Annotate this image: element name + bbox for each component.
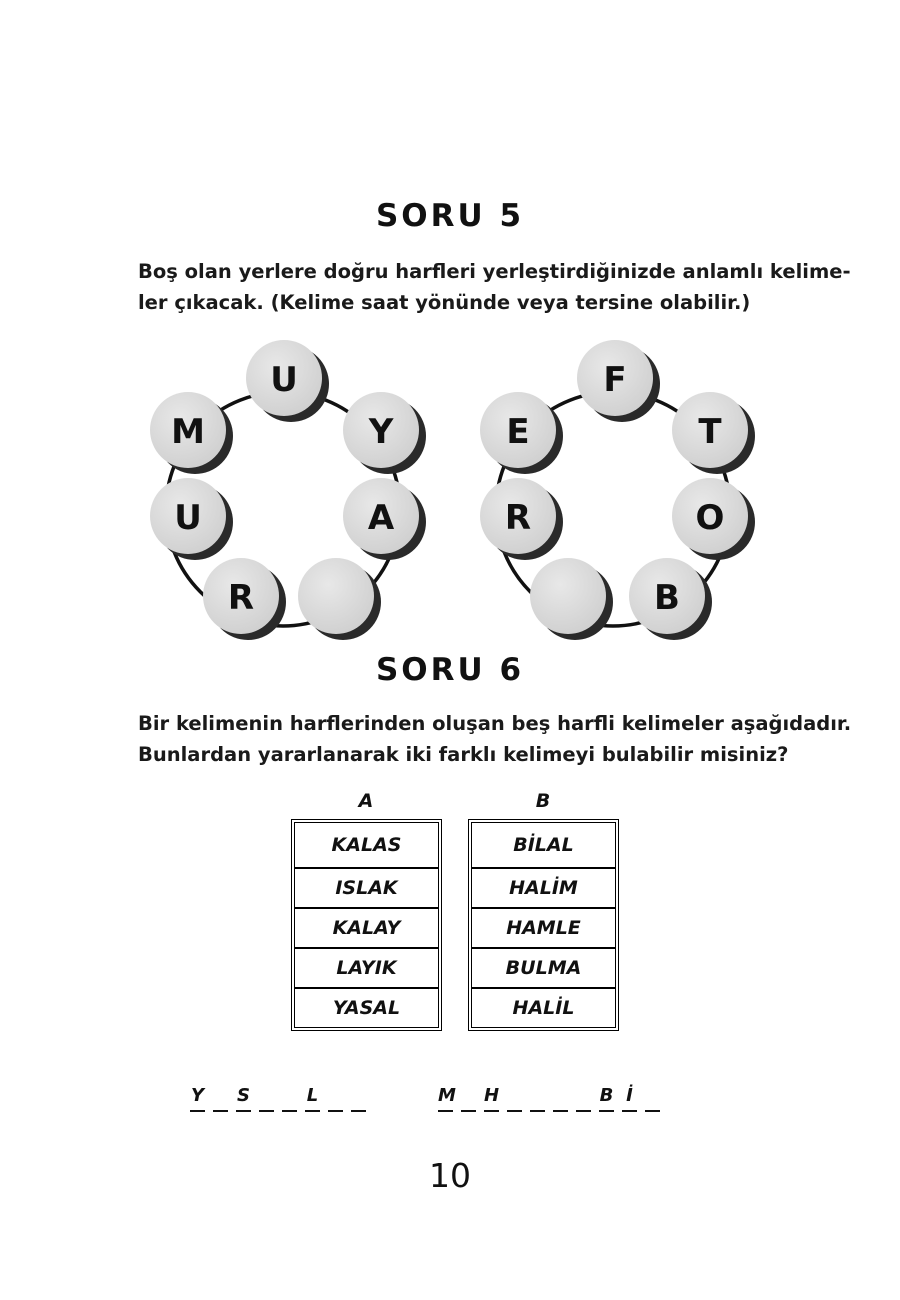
- column-a-word: LAYIK: [295, 949, 438, 989]
- column-a-box: [294, 822, 439, 1028]
- wheel-1-disc-3: [343, 478, 426, 560]
- answer-1-slot[interactable]: [351, 1084, 366, 1112]
- answer-1-slot[interactable]: L: [305, 1084, 320, 1112]
- soru5-line-1: Boş olan yerlere doğru harfleri yerleştirdiğinizde anlamlı kelime-: [138, 260, 851, 283]
- wheel-2-disc-4: [629, 558, 712, 640]
- answer-2-blanks: [438, 1084, 668, 1112]
- wheel-2-letter-3: O: [695, 498, 725, 538]
- column-b-word: BULMA: [472, 949, 615, 989]
- answer-1-slot[interactable]: S: [236, 1084, 251, 1112]
- column-b-word: BİLAL: [472, 823, 615, 869]
- soru5-line-2: ler çıkacak. (Kelime saat yönünde veya tersine olabilir.): [138, 291, 751, 314]
- column-a-word: KALAY: [295, 909, 438, 949]
- wheel-1-disc-4-empty[interactable]: [298, 558, 381, 640]
- soru6-instructions: [138, 708, 852, 770]
- wheel-2-disc-5-empty[interactable]: [530, 558, 613, 640]
- wheel-2-letter-2: T: [698, 412, 722, 452]
- page-number: 10: [429, 1156, 471, 1195]
- answer-2-slot[interactable]: M: [438, 1084, 453, 1112]
- column-a-word: KALAS: [295, 823, 438, 869]
- wheel-1-letter-7: M: [171, 412, 205, 452]
- column-b-box: [471, 822, 616, 1028]
- wheel-2-disc-7: [480, 392, 563, 474]
- wheel-2: [480, 340, 755, 640]
- answer-1-blanks: [190, 1084, 374, 1112]
- wheel-1-letter-2: Y: [368, 412, 394, 452]
- answer-2-slot[interactable]: [576, 1084, 591, 1112]
- answer-2-slot[interactable]: [553, 1084, 568, 1112]
- wheel-2-letter-1: F: [603, 360, 627, 400]
- wheel-1-disc-1: [246, 340, 329, 422]
- answer-2-slot[interactable]: İ: [622, 1084, 637, 1112]
- wheel-2-letter-7: E: [506, 412, 530, 452]
- wheel-2-disc-2: [672, 392, 755, 474]
- answer-2-slot[interactable]: [461, 1084, 476, 1112]
- soru6-line-2: Bunlardan yararlanarak iki farklı kelimeyi bulabilir misiniz?: [138, 743, 789, 766]
- answer-1-slot[interactable]: Y: [190, 1084, 205, 1112]
- column-a-word: ISLAK: [295, 869, 438, 909]
- answer-2-slot[interactable]: H: [484, 1084, 499, 1112]
- wheel-2-disc-6: [480, 478, 563, 560]
- answer-1-slot[interactable]: [213, 1084, 228, 1112]
- answer-1-slot[interactable]: [259, 1084, 274, 1112]
- wheel-1-disc-7: [150, 392, 233, 474]
- wheel-2-disc-3: [672, 478, 755, 560]
- soru6-line-1: Bir kelimenin harflerinden oluşan beş harfli kelimeler aşağıdadır.: [138, 712, 852, 735]
- column-a-label: A: [358, 790, 374, 812]
- wheel-1: [150, 340, 426, 640]
- soru5-title: SORU 5: [375, 198, 525, 234]
- wheel-1-letter-5: R: [227, 578, 255, 618]
- column-a-word: YASAL: [332, 997, 401, 1019]
- column-b-word: HALİL: [512, 997, 575, 1019]
- wheel-1-disc-2: [343, 392, 426, 474]
- wheel-2-letter-6: R: [504, 498, 532, 538]
- answer-2-slot[interactable]: [530, 1084, 545, 1112]
- answer-2-slot[interactable]: [507, 1084, 522, 1112]
- wheel-2-disc-1: [577, 340, 660, 422]
- wheel-2-letter-4: B: [654, 578, 680, 618]
- answer-2-slot[interactable]: [645, 1084, 660, 1112]
- answer-1-slot[interactable]: [282, 1084, 297, 1112]
- column-b-word: HAMLE: [472, 909, 615, 949]
- wheel-1-letter-1: U: [270, 360, 298, 400]
- column-b-label: B: [535, 790, 551, 812]
- answer-1-slot[interactable]: [328, 1084, 343, 1112]
- column-b-word: HALİM: [472, 869, 615, 909]
- answer-2-slot[interactable]: B: [599, 1084, 614, 1112]
- wheel-1-letter-6: U: [174, 498, 202, 538]
- soru6-title: SORU 6: [375, 652, 525, 688]
- wheel-1-disc-6: [150, 478, 233, 560]
- wheel-1-disc-5: [203, 558, 286, 640]
- wheel-1-letter-3: A: [367, 498, 395, 538]
